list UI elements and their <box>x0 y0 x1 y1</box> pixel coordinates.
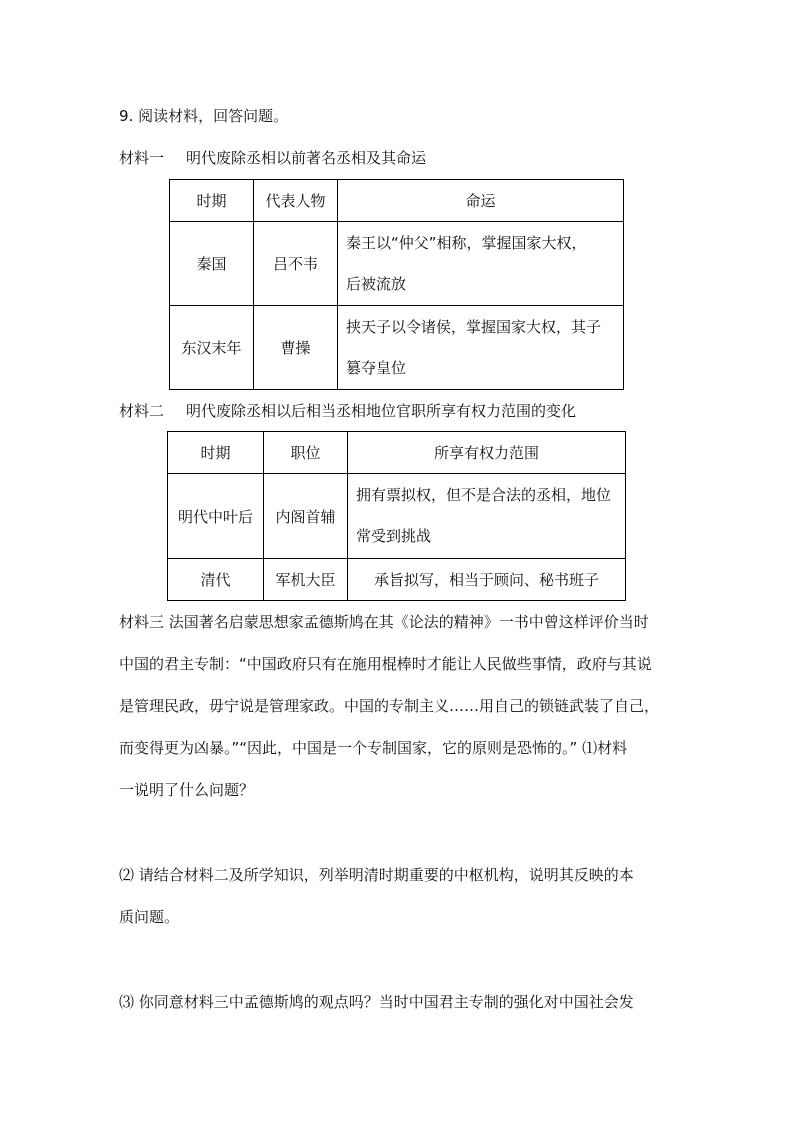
table-header-row <box>170 180 624 222</box>
material3-line: 而变得更为凶暴。”“因此，中国是一个专制国家，它的原则是恐怖的。” ⑴材料 <box>119 739 628 757</box>
table-header-cell: 所享有权力范围 <box>348 432 626 474</box>
table-header-cell: 时期 <box>168 432 264 474</box>
power-line: 常受到挑战 <box>356 527 432 545</box>
table-cell-post: 内阁首辅 <box>264 474 348 559</box>
material1-label: 材料一 <box>119 149 165 167</box>
material1-caption: 明代废除丞相以前著名丞相及其命运 <box>186 149 427 167</box>
material1-table <box>169 179 624 390</box>
table-header-cell: 代表人物 <box>254 180 338 222</box>
table-cell-fate <box>338 222 624 306</box>
table-cell-fate <box>338 306 624 390</box>
sub-question-2: ⑵ 请结合材料二及所学知识，列举明清时期重要的中枢机构，说明其反映的本 <box>119 866 634 884</box>
material3-line: 一说明了什么问题？ <box>119 781 255 799</box>
table-cell-power: 承旨拟写，相当于顾问、秘书班子 <box>348 559 626 601</box>
fate-line: 挟天子以令诸侯，掌握国家大权，其子 <box>346 317 602 336</box>
table-cell-period: 清代 <box>168 559 264 601</box>
table-cell-person: 吕不韦 <box>254 222 338 306</box>
table-row <box>170 306 624 390</box>
fate-line: 秦王以“仲父”相称，掌握国家大权， <box>346 233 587 252</box>
table-row <box>168 559 626 601</box>
fate-line: 后被流放 <box>346 274 407 293</box>
table-header-row <box>168 432 626 474</box>
sub-question-2-cont: 质问题。 <box>119 908 180 926</box>
question-number-line: 9. 阅读材料，回答问题。 <box>119 107 289 125</box>
table-header-cell: 命运 <box>338 180 624 222</box>
table-row <box>168 474 626 559</box>
table-cell-post: 军机大臣 <box>264 559 348 601</box>
table-cell-period: 秦国 <box>170 222 254 306</box>
table-header-cell: 时期 <box>170 180 254 222</box>
material2-caption: 明代废除丞相以后相当丞相地位官职所享有权力范围的变化 <box>186 402 577 420</box>
material3-line: 是管理民政，毋宁说是管理家政。中国的专制主义……用自己的锁链武装了自己， <box>119 697 660 715</box>
table-cell-power <box>348 474 626 559</box>
power-line: 拥有票拟权，但不是合法的丞相，地位 <box>356 486 612 504</box>
table-cell-person: 曹操 <box>254 306 338 390</box>
material2-table <box>167 431 626 601</box>
table-header-cell: 职位 <box>264 432 348 474</box>
material2-label: 材料二 <box>119 402 165 420</box>
material3-line: 中国的君主专制：“中国政府只有在施用棍棒时才能让人民做些事情，政府与其说 <box>119 655 652 673</box>
material3-line: 材料三 法国著名启蒙思想家孟德斯鸠在其《论法的精神》一书中曾这样评价当时 <box>119 613 649 631</box>
material2-heading <box>119 401 576 421</box>
table-cell-period: 明代中叶后 <box>168 474 264 559</box>
table-row <box>170 222 624 306</box>
material1-heading <box>119 148 426 168</box>
table-cell-period: 东汉末年 <box>170 306 254 390</box>
fate-line: 篡夺皇位 <box>346 358 407 377</box>
sub-question-3: ⑶ 你同意材料三中孟德斯鸠的观点吗？当时中国君主专制的强化对中国社会发 <box>119 993 634 1011</box>
